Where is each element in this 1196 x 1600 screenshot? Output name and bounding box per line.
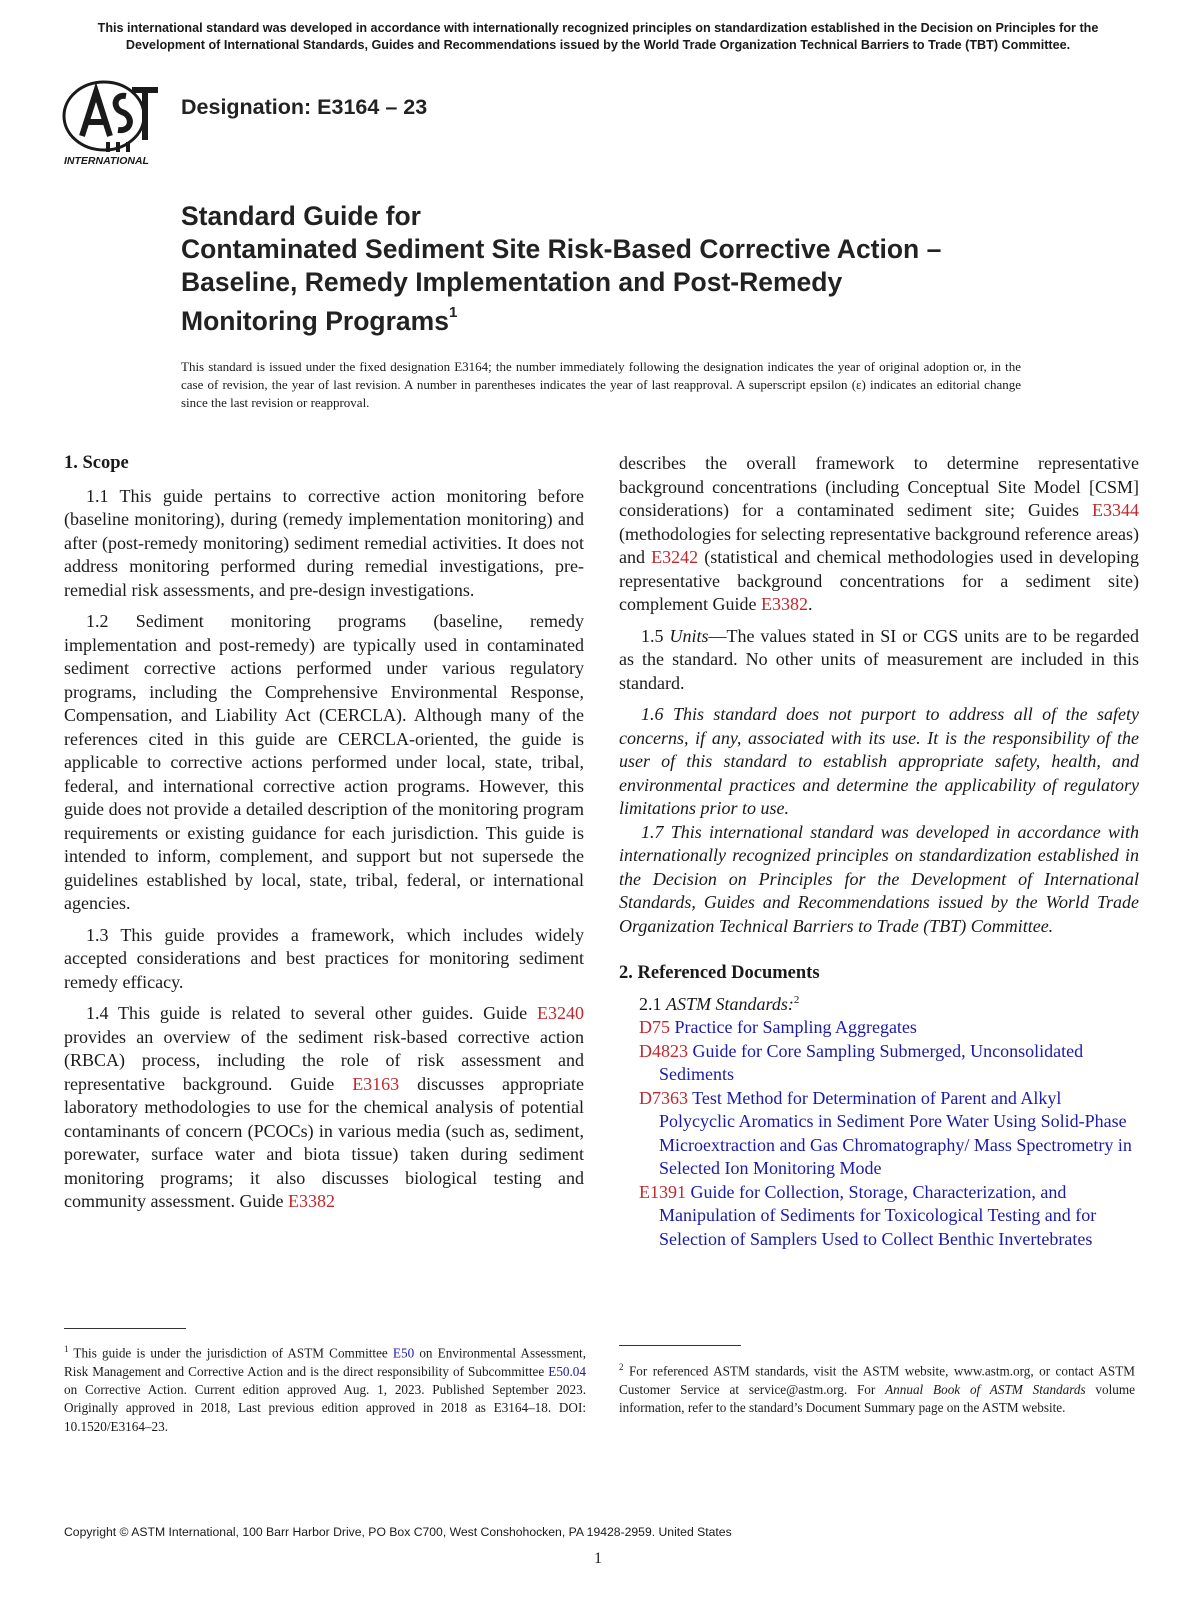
ref-item-d4823 [619,1040,1139,1087]
footnote-2-italic: Annual Book of ASTM Standards [885,1381,1086,1397]
para-1-2: 1.2 Sediment monitoring programs (baseline, remedy implementation and post-remedy) are typically used in contaminated sediment corrective actions performed under various regulatory programs, including the Comprehensive Environmental Response, Compensation, and Liability Act (CERCLA). Although many of the references cited in this guide are CERCLA-oriented, the guide is applicable to corrective actions performed under local, state, tribal, federal, and international corrective action programs. However, this guide does not provide a detailed description of the monitoring program requirements or existing guidance for each jurisdiction. This guide is intended to inform, complement, and support but not supersede the guidelines established by local, state, tribal, federal, or international agencies. [64,611,584,913]
para-1-6-text: 1.6 This standard does not purport to address all of the safety concerns, if any, associated with its use. It is the responsibility of the user of this standard to establish appropriate safety, health, and environmental practices and determine the applicability of regulatory limitations prior to use. [619,704,1139,818]
title-line-4 [181,299,1081,338]
footnote-2-b: volume information, refer to the standard’s Document Summary page on the ASTM website. [619,1381,1135,1415]
section-1-heading: 1. Scope [64,453,129,473]
ref-title-d4823[interactable]: Guide for Core Sampling Submerged, Unconsolidated Sediments [659,1040,1084,1084]
ref-link-e3163[interactable]: E3163 [352,1073,400,1094]
para-1-7-text: 1.7 This international standard was developed in accordance with internationally recognized principles on standardization established in the Decision on Principles for the Development of International Standards, Guides and Recommendations issued by the World Trade Organization Technical Barriers to Trade (TBT) Committee. [619,821,1139,936]
footnote-1 [64,1340,586,1436]
ref-title-d75[interactable]: Practice for Sampling Aggregates [670,1017,917,1037]
footnote-1-a: This guide is under the jurisdiction of ASTM Committee [68,1345,393,1361]
footnote-2 [619,1358,1135,1417]
ref-title-d7363[interactable]: Test Method for Determination of Parent and Alkyl Polycyclic Aromatics in Sediment Pore Water Using Solid-Phase Microextraction and Gas Chromatography/ Mass Spectrometry in Selected Ion Monitoring Mode [659,1087,1132,1178]
copyright-notice: Copyright © ASTM International, 100 Barr Harbor Drive, PO Box C700, West Conshohocken, PA 19428-2959. United States [64,1525,732,1539]
para-1-4-part1 [64,1002,584,1214]
ref-item-e1391 [619,1181,1139,1252]
para-1-5-label: Units [669,625,709,646]
ref-title-e1391[interactable]: Guide for Collection, Storage, Characterization, and Manipulation of Sediments for Toxicological Testing and for Selection of Samplers Used to Collect Benthic Invertebrates [659,1181,1097,1249]
ref-item-d75 [619,1016,1139,1040]
issuance-statement: This standard is issued under the fixed designation E3164; the number immediately following the designation indicates the year of original adoption or, in the case of revision, the year of last revision. A number in parentheses indicates the year of last reapproval. A superscript epsilon (ε) indicates an editorial change since the last revision or reapproval. [181,359,1021,410]
para-1-3: 1.3 This guide provides a framework, which includes widely accepted considerations and best practices for monitoring sediment remedy efficacy. [64,924,584,992]
para-2-1-num: 2.1 [639,993,666,1014]
para-2-1-label: ASTM Standards: [666,993,794,1014]
footnote-rule-left [64,1328,186,1329]
para-1-4-d: describes the overall framework to determine representative background concentrations (including Conceptual Site Model [CSM] considerations) for a contaminated sediment site; Guides [619,453,1139,520]
para-1-4-c: discusses appropriate laboratory methodologies to use for the chemical analysis of potential contaminants of concern (PCOCs) in various media (such as, sediment, porewater, surface water and biota tissue) taken during sediment monitoring programs; it also discusses biological testing and community assessment. Guide [64,1073,584,1211]
para-1-7 [619,821,1139,939]
footnote-1-c: on Corrective Action. Current edition approved Aug. 1, 2023. Published September 2023. Originally approved in 2018, Last previous edition approved in 2018 as E3164–18. DOI: 10.1520/E3164–23. [64,1381,586,1434]
logo-text: INTERNATIONAL [64,155,149,166]
para-1-1: 1.1 This guide pertains to corrective action monitoring before (baseline monitoring), during (remedy implementation monitoring) and after (post-remedy monitoring) sediment remedial activities. It does not address monitoring performed during remedial investigations, pre-remedial risk assessments, and pre-design investigations. [64,485,584,600]
committee-link-e50[interactable]: E50 [392,1345,415,1361]
astm-international-logo-icon [62,78,172,166]
para-1-5 [619,625,1139,696]
para-1-6 [619,703,1139,821]
footnote-2-mark: 2 [619,1362,624,1372]
para-1-4-e: (methodologies for selecting representative background reference areas) and [619,523,1139,567]
title-line-3: Baseline, Remedy Implementation and Post-Remedy [181,267,843,297]
title-footnote-mark: 1 [448,304,458,321]
ref-link-e3242[interactable]: E3242 [651,547,699,567]
right-column [619,452,1139,1251]
ref-link-e3240[interactable]: E3240 [537,1003,584,1023]
left-column [64,452,584,1214]
page-number: 1 [594,1550,602,1567]
section-2-heading: 2. Referenced Documents [619,963,820,983]
ref-code-d4823[interactable]: D4823 [639,1040,688,1061]
para-1-4-b: provides an overview of the sediment risk-based corrective action (RBCA) process, including the role of risk assessment and representative background. Guide [64,1026,584,1094]
ref-link-e3382-2[interactable]: E3382 [760,594,808,614]
para-1-4-g: . [807,594,813,614]
footnote-1-mark: 1 [64,1344,69,1354]
para-1-4-f: (statistical and chemical methodologies used in developing representative background concentrations for a sediment site) complement Guide [619,547,1140,614]
ref-code-d7363[interactable]: D7363 [639,1087,688,1108]
document-title [181,200,1081,338]
top-notice: This international standard was developed in accordance with internationally recognized principles on standardization established in the Decision on Principles for the Development of International Standards, Guides and Recommendations issued by the World Trade Organization Technical Barriers to Trade (TBT) Committee. [97,21,1099,52]
footnote-2-a: For referenced ASTM standards, visit the ASTM website, www.astm.org, or contact ASTM Customer Service at service@astm.org. For [619,1363,1135,1397]
ref-code-d75[interactable]: D75 [639,1017,670,1037]
para-1-4-part2 [619,452,1139,617]
ref-item-d7363 [619,1087,1139,1181]
footnote-1-b: on Environmental Assessment, Risk Management and Corrective Action and is the direct responsibility of Subcommittee [64,1345,586,1379]
para-2-1 [619,989,1139,1017]
title-line-4-text: Monitoring Programs [181,305,449,336]
designation: Designation: E3164 – 23 [181,95,428,119]
title-line-1: Standard Guide for [181,201,421,231]
para-2-1-mark: 2 [793,993,800,1006]
para-1-5-text: —The values stated in SI or CGS units are to be regarded as the standard. No other units of measurement are included in this standard. [619,625,1139,693]
title-line-2: Contaminated Sediment Site Risk-Based Corrective Action – [181,234,942,264]
ref-link-e3344[interactable]: E3344 [1092,500,1139,520]
para-1-5-num: 1.5 [641,625,670,646]
ref-link-e3382[interactable]: E3382 [287,1191,335,1211]
subcommittee-link-e5004[interactable]: E50.04 [548,1363,586,1379]
ref-code-e1391[interactable]: E1391 [639,1181,686,1202]
para-1-4-a: 1.4 This guide is related to several other guides. Guide [86,1003,537,1023]
footnote-rule-right [619,1345,741,1346]
